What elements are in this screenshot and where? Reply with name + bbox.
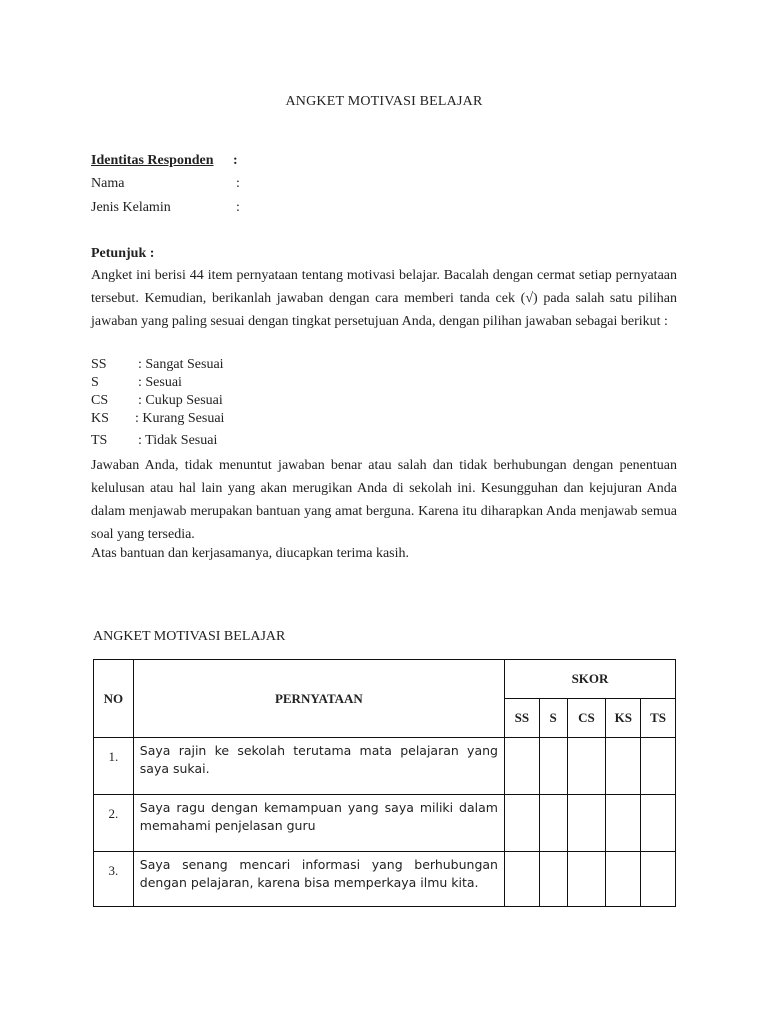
legend-code: SS (91, 357, 107, 372)
answer-cell-ks[interactable] (606, 852, 641, 907)
row-number: 1. (94, 738, 134, 795)
header-skor: SKOR (504, 660, 675, 699)
legend-code: CS (91, 393, 109, 408)
answer-cell-s[interactable] (539, 795, 567, 852)
table-header-row (94, 660, 676, 699)
legend-code: TS (91, 433, 108, 448)
row-number: 2. (94, 795, 134, 852)
identitas-heading-label: Identitas Responden (91, 153, 214, 168)
petunjuk-paragraph-3: Atas bantuan dan kerjasamanya, diucapkan terima kasih. (91, 546, 409, 561)
legend-desc: : Cukup Sesuai (138, 393, 223, 408)
legend-item-s (91, 375, 182, 391)
identitas-heading (91, 153, 238, 169)
header-scale-ts: TS (641, 699, 676, 738)
answer-cell-s[interactable] (539, 852, 567, 907)
document-title: ANGKET MOTIVASI BELAJAR (285, 94, 483, 109)
header-scale-s: S (539, 699, 567, 738)
legend-item-ks (91, 411, 225, 427)
row-statement: Saya ragu dengan kemampuan yang saya miliki dalam memahami penjelasan guru (133, 795, 504, 852)
table-title: ANGKET MOTIVASI BELAJAR (93, 629, 286, 644)
header-pernyataan: PERNYATAAN (133, 660, 504, 738)
identitas-heading-colon: : (233, 153, 238, 168)
field-nama (91, 176, 240, 192)
answer-cell-cs[interactable] (567, 852, 606, 907)
field-nama-colon: : (236, 176, 240, 191)
answer-cell-ts[interactable] (641, 852, 676, 907)
field-jenis-kelamin (91, 200, 240, 216)
answer-cell-ss[interactable] (504, 738, 539, 795)
answer-cell-ks[interactable] (606, 738, 641, 795)
legend-code: S (91, 375, 99, 390)
row-statement: Saya senang mencari informasi yang berhubungan dengan pelajaran, karena bisa memperkaya ilmu kita. (133, 852, 504, 907)
legend-desc: : Sangat Sesuai (138, 357, 224, 372)
table-row (94, 795, 676, 852)
header-scale-ks: KS (606, 699, 641, 738)
legend-desc: : Tidak Sesuai (138, 433, 218, 448)
legend-item-ss (91, 357, 224, 373)
row-statement: Saya rajin ke sekolah terutama mata pelajaran yang saya sukai. (133, 738, 504, 795)
answer-cell-ts[interactable] (641, 795, 676, 852)
legend-item-cs (91, 393, 223, 409)
field-jenis-kelamin-colon: : (236, 200, 240, 215)
petunjuk-heading: Petunjuk : (91, 246, 155, 261)
legend-desc: : Sesuai (138, 375, 182, 390)
legend-code: KS (91, 411, 109, 426)
header-scale-cs: CS (567, 699, 606, 738)
answer-cell-ss[interactable] (504, 852, 539, 907)
header-no: NO (94, 660, 134, 738)
petunjuk-paragraph-2: Jawaban Anda, tidak menuntut jawaban benar atau salah dan tidak berhubungan dengan penentuan kelulusan atau hal lain yang akan merugikan Anda di sekolah ini. Kesungguhan dan kejujuran Anda dalam menjawab merupakan bantuan yang amat berguna. Karena itu diharapkan Anda menjawab semua soal yang tersedia. (91, 458, 677, 542)
petunjuk-paragraph-1: Angket ini berisi 44 item pernyataan tentang motivasi belajar. Bacalah dengan cermat setiap pernyataan tersebut. Kemudian, berikanlah jawaban dengan cara memberi tanda cek (√) pada salah satu pilihan jawaban yang paling sesuai dengan tingkat persetujuan Anda, dengan pilihan jawaban sebagai berikut : (91, 268, 677, 329)
answer-cell-ss[interactable] (504, 795, 539, 852)
questionnaire-table (93, 659, 676, 907)
answer-cell-ts[interactable] (641, 738, 676, 795)
header-scale-ss: SS (504, 699, 539, 738)
answer-cell-cs[interactable] (567, 738, 606, 795)
table-row (94, 738, 676, 795)
answer-cell-ks[interactable] (606, 795, 641, 852)
field-jenis-kelamin-label: Jenis Kelamin (91, 200, 171, 215)
row-number: 3. (94, 852, 134, 907)
table-row (94, 852, 676, 907)
field-nama-label: Nama (91, 176, 125, 191)
legend-desc: : Kurang Sesuai (135, 411, 225, 426)
legend-item-ts (91, 433, 218, 449)
answer-cell-cs[interactable] (567, 795, 606, 852)
answer-cell-s[interactable] (539, 738, 567, 795)
